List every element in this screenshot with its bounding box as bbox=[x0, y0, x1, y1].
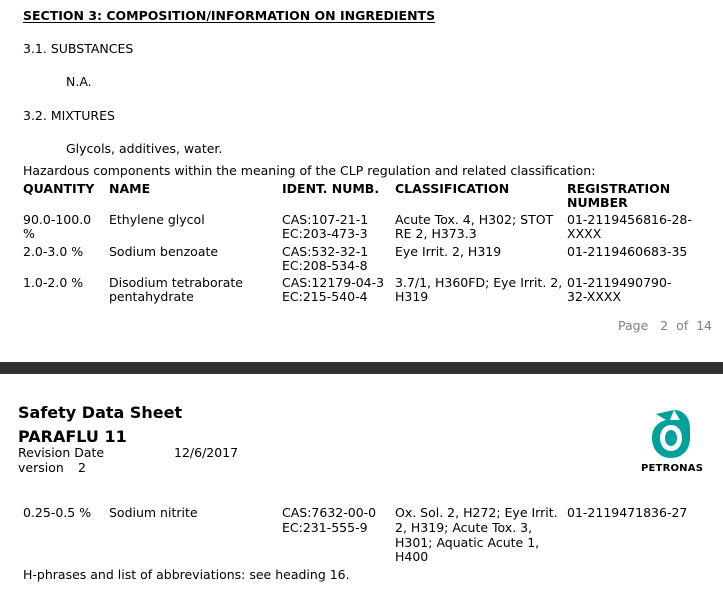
row-classification-cont: H319 bbox=[395, 289, 429, 304]
row-registration: 01-2119471836-27 bbox=[567, 505, 688, 520]
row-name: Ethylene glycol bbox=[109, 212, 205, 227]
row-ident-ec: EC:203-473-3 bbox=[282, 226, 368, 241]
row-classification-cont: H301; Aquatic Acute 1, bbox=[395, 535, 540, 550]
row-name-cont: pentahydrate bbox=[109, 289, 194, 304]
row-quantity: 0.25-0.5 % bbox=[23, 505, 92, 520]
row-registration-cont: XXXX bbox=[567, 226, 602, 241]
petronas-wordmark: PETRONAS bbox=[641, 463, 704, 474]
section-title: SECTION 3: COMPOSITION/INFORMATION ON INGREDIENTS bbox=[23, 8, 436, 23]
header-name: NAME bbox=[109, 181, 151, 196]
header-classification: CLASSIFICATION bbox=[395, 181, 510, 196]
row-classification: Ox. Sol. 2, H272; Eye Irrit. bbox=[395, 505, 558, 520]
version-label: version bbox=[18, 460, 64, 475]
row-classification-cont: H400 bbox=[395, 549, 429, 564]
hazard-intro: Hazardous components within the meaning of the CLP regulation and related classification: bbox=[23, 163, 596, 178]
row-quantity-cont: % bbox=[23, 226, 35, 241]
row-classification: 3.7/1, H360FD; Eye Irrit. 2, bbox=[395, 275, 563, 290]
row-registration: 01-2119460683-35 bbox=[567, 244, 688, 259]
petronas-logo-icon bbox=[650, 408, 692, 460]
page-number bbox=[618, 318, 712, 333]
row-registration: 01-2119456816-28- bbox=[567, 212, 692, 227]
row-classification: Acute Tox. 4, H302; STOT bbox=[395, 212, 554, 227]
row-quantity: 2.0-3.0 % bbox=[23, 244, 84, 259]
header-quantity: QUANTITY bbox=[23, 181, 95, 196]
row-ident-cas: CAS:7632-00-0 bbox=[282, 505, 377, 520]
row-ident-cas: CAS:107-21-1 bbox=[282, 212, 369, 227]
doc-title: Safety Data Sheet bbox=[18, 403, 183, 422]
row-ident-cas: CAS:532-32-1 bbox=[282, 244, 369, 259]
page-current: 2 bbox=[660, 318, 669, 333]
page-break-divider bbox=[0, 362, 723, 374]
row-name: Sodium benzoate bbox=[109, 244, 219, 259]
version-value: 2 bbox=[78, 460, 86, 475]
page-of: of bbox=[676, 318, 689, 333]
mixtures-heading: 3.2. MIXTURES bbox=[23, 108, 115, 123]
row-ident-ec: EC:215-540-4 bbox=[282, 289, 368, 304]
header-registration: REGISTRATION bbox=[567, 181, 671, 196]
row-classification-cont: 2, H319; Acute Tox. 3, bbox=[395, 520, 533, 535]
row-classification-cont: RE 2, H373.3 bbox=[395, 226, 477, 241]
footer-note: H-phrases and list of abbreviations: see heading 16. bbox=[23, 567, 350, 582]
header-ident: IDENT. NUMB. bbox=[282, 181, 380, 196]
page-label: Page bbox=[618, 318, 649, 333]
revision-label: Revision Date bbox=[18, 445, 105, 460]
revision-date: 12/6/2017 bbox=[174, 445, 239, 460]
header-registration-number: NUMBER bbox=[567, 195, 628, 210]
row-name: Sodium nitrite bbox=[109, 505, 198, 520]
row-registration: 01-2119490790- bbox=[567, 275, 672, 290]
page-total: 14 bbox=[696, 318, 713, 333]
row-ident-cas: CAS:12179-04-3 bbox=[282, 275, 385, 290]
row-quantity: 1.0-2.0 % bbox=[23, 275, 84, 290]
row-ident-ec: EC:208-534-8 bbox=[282, 258, 368, 273]
row-ident-ec: EC:231-555-9 bbox=[282, 520, 368, 535]
row-registration-cont: 32-XXXX bbox=[567, 289, 622, 304]
product-name: PARAFLU 11 bbox=[18, 427, 127, 446]
mixtures-value: Glycols, additives, water. bbox=[66, 141, 223, 156]
substances-heading: 3.1. SUBSTANCES bbox=[23, 41, 134, 56]
substances-value: N.A. bbox=[66, 74, 92, 89]
row-classification: Eye Irrit. 2, H319 bbox=[395, 244, 502, 259]
row-quantity: 90.0-100.0 bbox=[23, 212, 92, 227]
row-name: Disodium tetraborate bbox=[109, 275, 244, 290]
